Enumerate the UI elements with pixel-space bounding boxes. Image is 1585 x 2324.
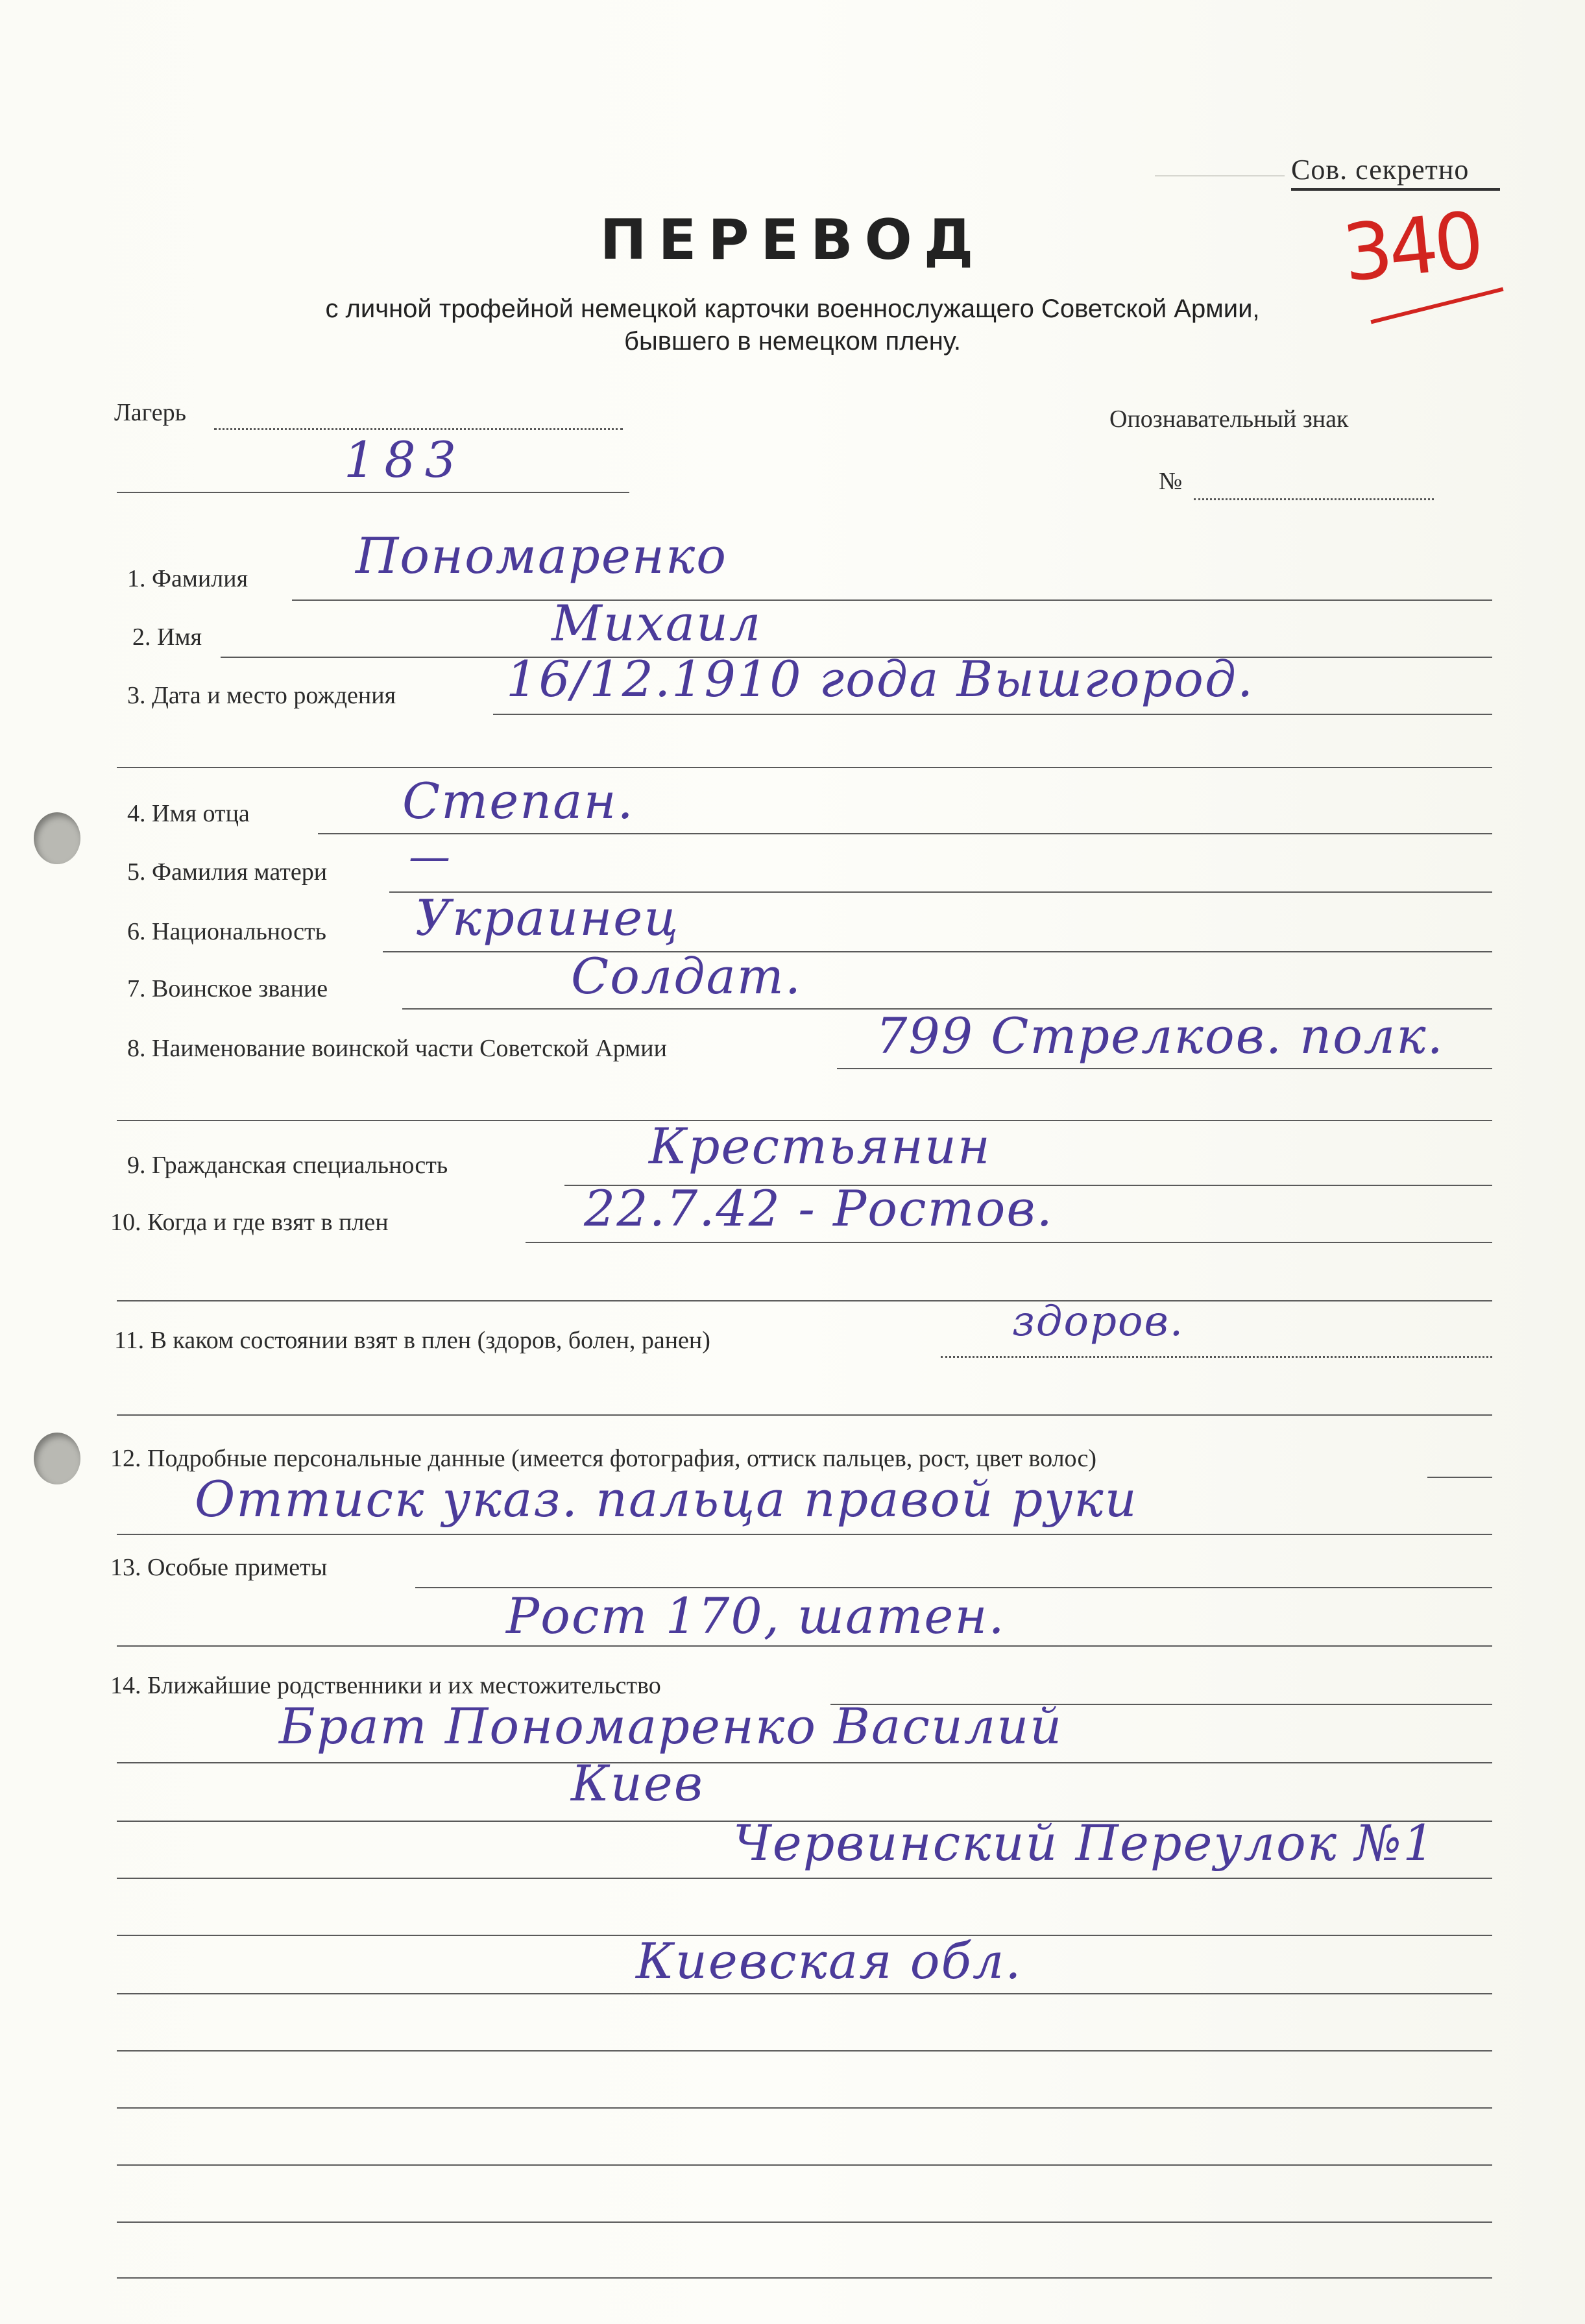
field-surname-value: Пономаренко [356, 527, 727, 585]
relatives-region: Киевская обл. [636, 1932, 1022, 1990]
field-father-label: 4. Имя отца [127, 800, 250, 827]
field-name-label: 2. Имя [132, 623, 202, 651]
field-birth-value: 16/12.1910 года Вышгород. [506, 650, 1255, 708]
field-captured-value: 22.7.42 - Ростов. [584, 1180, 1054, 1237]
field-marks-value: Рост 170, шатен. [506, 1587, 1006, 1645]
field-personal-value: Оттиск указ. пальца правой руки [195, 1470, 1138, 1528]
stamp-number: 340 [1338, 195, 1484, 300]
field-specialty-label: 9. Гражданская специальность [127, 1152, 448, 1179]
document-subtitle-line1: с личной трофейной немецкой карточки военнослужащего Советской Армии, [325, 295, 1260, 323]
relatives-line-7 [117, 2050, 1492, 2052]
punch-hole-bottom [34, 1433, 80, 1484]
field-unit-label: 8. Наименование воинской части Советской Армии [127, 1035, 667, 1062]
field-specialty-value: Крестьянин [649, 1117, 991, 1175]
field-father-value: Степан. [402, 772, 635, 830]
punch-hole-top [34, 812, 80, 864]
field-captured-label: 10. Когда и где взят в плен [110, 1209, 389, 1236]
field-marks-line-2 [117, 1645, 1492, 1647]
field-condition-label: 11. В каком состоянии взят в плен (здоров, болен, ранен) [114, 1327, 710, 1354]
field-condition-line-2 [117, 1414, 1492, 1416]
field-surname-label: 1. Фамилия [127, 565, 248, 592]
camp-dotted-line [214, 428, 623, 430]
field-relatives-label: 14. Ближайшие родственники и их местожительство [110, 1672, 661, 1699]
field-personal-label: 12. Подробные персональные данные (имеется фотография, оттиск пальцев, рост, цвет волос) [110, 1445, 1096, 1472]
field-nationality-line [383, 951, 1492, 952]
field-birth-line [493, 714, 1492, 715]
field-personal-line-2 [117, 1534, 1492, 1535]
secret-underline [1291, 188, 1500, 191]
relatives-city: Киев [571, 1754, 704, 1812]
relatives-line-9 [117, 2164, 1492, 2166]
ident-label: Опознавательный знак [1109, 405, 1349, 433]
field-relatives-value: Брат Пономаренко Василий [279, 1697, 1063, 1755]
field-father-line [318, 833, 1492, 834]
field-condition-value: здоров. [1012, 1298, 1185, 1346]
field-birth-line-2 [117, 767, 1492, 768]
relatives-line-10 [117, 2221, 1492, 2223]
ident-number-label: № [1159, 468, 1183, 495]
field-condition-dotted-line [941, 1356, 1492, 1358]
ident-number-dotted-line [1194, 498, 1434, 500]
field-nationality-label: 6. Национальность [127, 918, 326, 945]
secret-label: Сов. секретно [1291, 154, 1470, 186]
field-mother-label: 5. Фамилия матери [127, 858, 328, 886]
camp-value: 183 [344, 431, 466, 489]
document-subtitle-line2: бывшего в немецком плену. [624, 327, 961, 356]
relatives-street: Червинский Переулок №1 [733, 1814, 1436, 1872]
field-captured-line-2 [117, 1300, 1492, 1301]
field-rank-value: Солдат. [571, 947, 802, 1005]
relatives-line-8 [117, 2107, 1492, 2109]
camp-value-line [117, 492, 629, 493]
relatives-line-11 [117, 2277, 1492, 2279]
field-unit-line [837, 1068, 1492, 1069]
field-marks-label: 13. Особые приметы [110, 1554, 328, 1581]
field-birth-label: 3. Дата и место рождения [127, 682, 396, 709]
field-unit-value: 799 Стрелков. полк. [876, 1007, 1444, 1065]
camp-label: Лагерь [114, 399, 186, 426]
field-name-value: Михаил [551, 594, 762, 652]
field-relatives-line-2 [117, 1762, 1492, 1763]
field-nationality-value: Украинец [415, 889, 680, 947]
field-personal-line [1427, 1477, 1492, 1478]
field-rank-label: 7. Воинское звание [127, 975, 328, 1002]
relatives-line-4 [117, 1878, 1492, 1879]
relatives-line-6 [117, 1993, 1492, 1994]
field-surname-line [292, 599, 1492, 601]
field-mother-value: — [409, 833, 452, 881]
faint-form-line [1155, 175, 1285, 176]
document-title: ПЕРЕВОД [599, 208, 986, 272]
field-captured-line [526, 1242, 1492, 1243]
